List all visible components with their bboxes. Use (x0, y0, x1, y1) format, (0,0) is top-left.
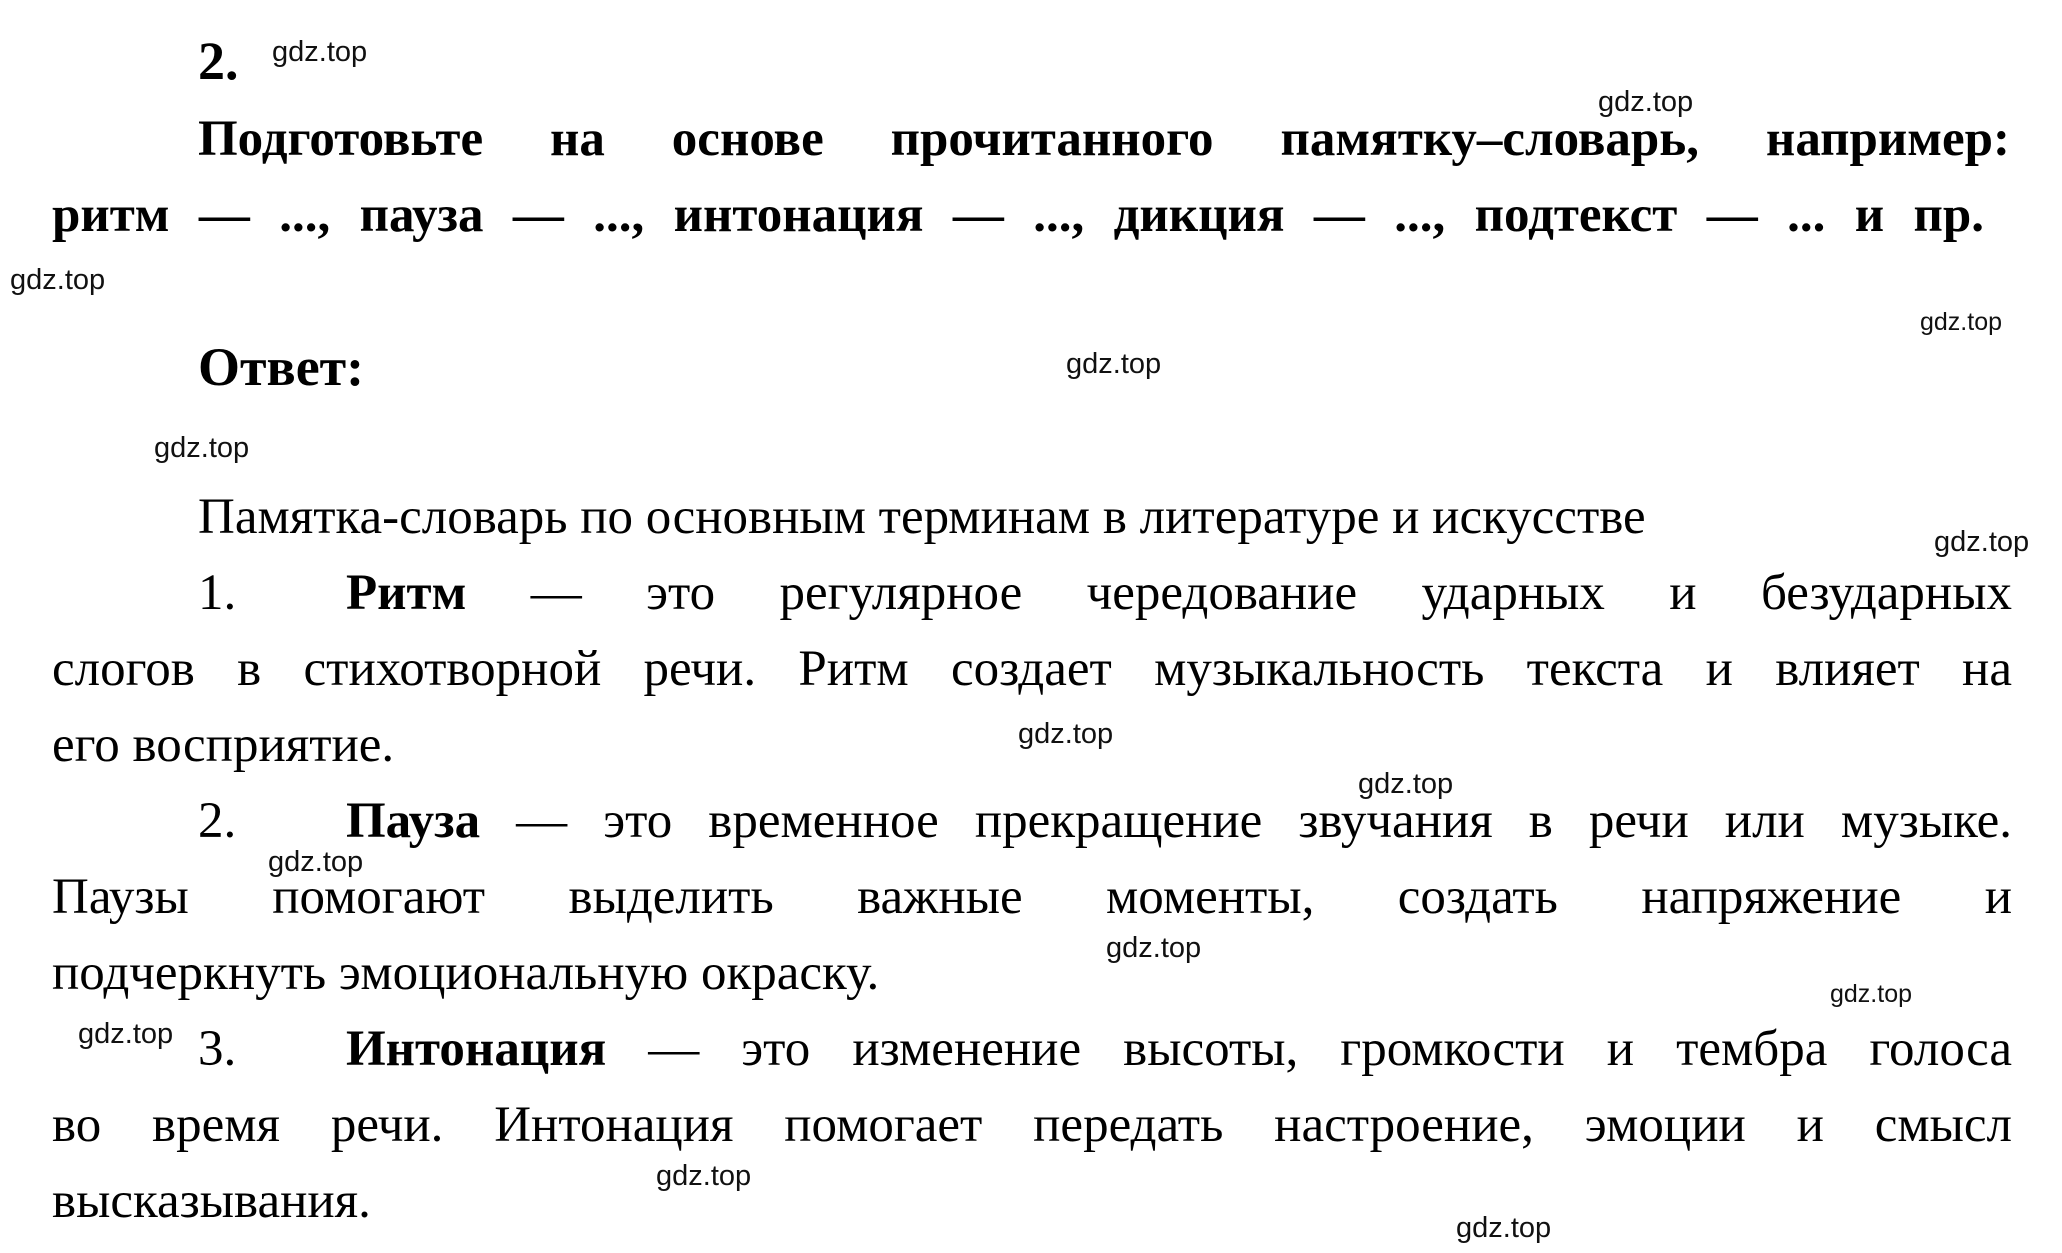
item-number: 2. (198, 793, 237, 849)
watermark: gdz.top (1018, 718, 1114, 750)
task-question-line-2: ритм — ..., пауза — ..., интонация — ..., дикция — ..., подтекст — ... и пр. (52, 187, 1984, 243)
watermark: gdz.top (656, 1160, 752, 1192)
item-number: 1. (198, 565, 237, 621)
glossary-item-3-line-1 (198, 1020, 2012, 1078)
watermark: gdz.top (1920, 308, 2003, 336)
watermark: gdz.top (272, 36, 368, 68)
watermark: gdz.top (10, 264, 106, 296)
glossary-item-2-line-2: Паузы помогают выделить важные моменты, создать напряжение и (52, 869, 2012, 925)
glossary-item-1-line-1 (198, 564, 2012, 622)
watermark: gdz.top (1456, 1212, 1552, 1244)
term-pause: Пауза (346, 793, 481, 849)
watermark: gdz.top (1066, 348, 1162, 380)
glossary-item-2-line-1 (198, 792, 2012, 850)
glossary-title: Памятка-словарь по основным терминам в литературе и искусстве (198, 489, 1646, 545)
watermark: gdz.top (154, 432, 250, 464)
glossary-item-1-line-3: его восприятие. (52, 717, 395, 773)
task-number: 2. (198, 31, 239, 91)
glossary-item-3-line-3: высказывания. (52, 1173, 371, 1229)
watermark: gdz.top (1106, 932, 1202, 964)
glossary-item-1-line-2: слогов в стихотворной речи. Ритм создает музыкальность текста и влияет на (52, 641, 2012, 697)
watermark: gdz.top (78, 1018, 174, 1050)
task-question-line-1: Подготовьте на основе прочитанного памятку‒словарь, например: (198, 111, 2010, 167)
item-number: 3. (198, 1021, 237, 1077)
answer-heading: Ответ: (198, 337, 365, 397)
watermark: gdz.top (268, 846, 364, 878)
watermark: gdz.top (1830, 980, 1913, 1008)
watermark: gdz.top (1358, 768, 1454, 800)
definition-text: — это регулярное чередование ударных и безударных (466, 565, 2012, 621)
watermark: gdz.top (1598, 86, 1694, 118)
term-intonation: Интонация (346, 1021, 607, 1077)
glossary-item-2-line-3: подчеркнуть эмоциональную окраску. (52, 945, 880, 1001)
glossary-item-3-line-2: во время речи. Интонация помогает передать настроение, эмоции и смысл (52, 1097, 2012, 1153)
definition-text: — это временное прекращение звучания в речи или музыке. (480, 793, 2012, 849)
watermark: gdz.top (1934, 526, 2030, 558)
term-rhythm: Ритм (346, 565, 467, 621)
definition-text: — это изменение высоты, громкости и тембра голоса (606, 1021, 2012, 1077)
